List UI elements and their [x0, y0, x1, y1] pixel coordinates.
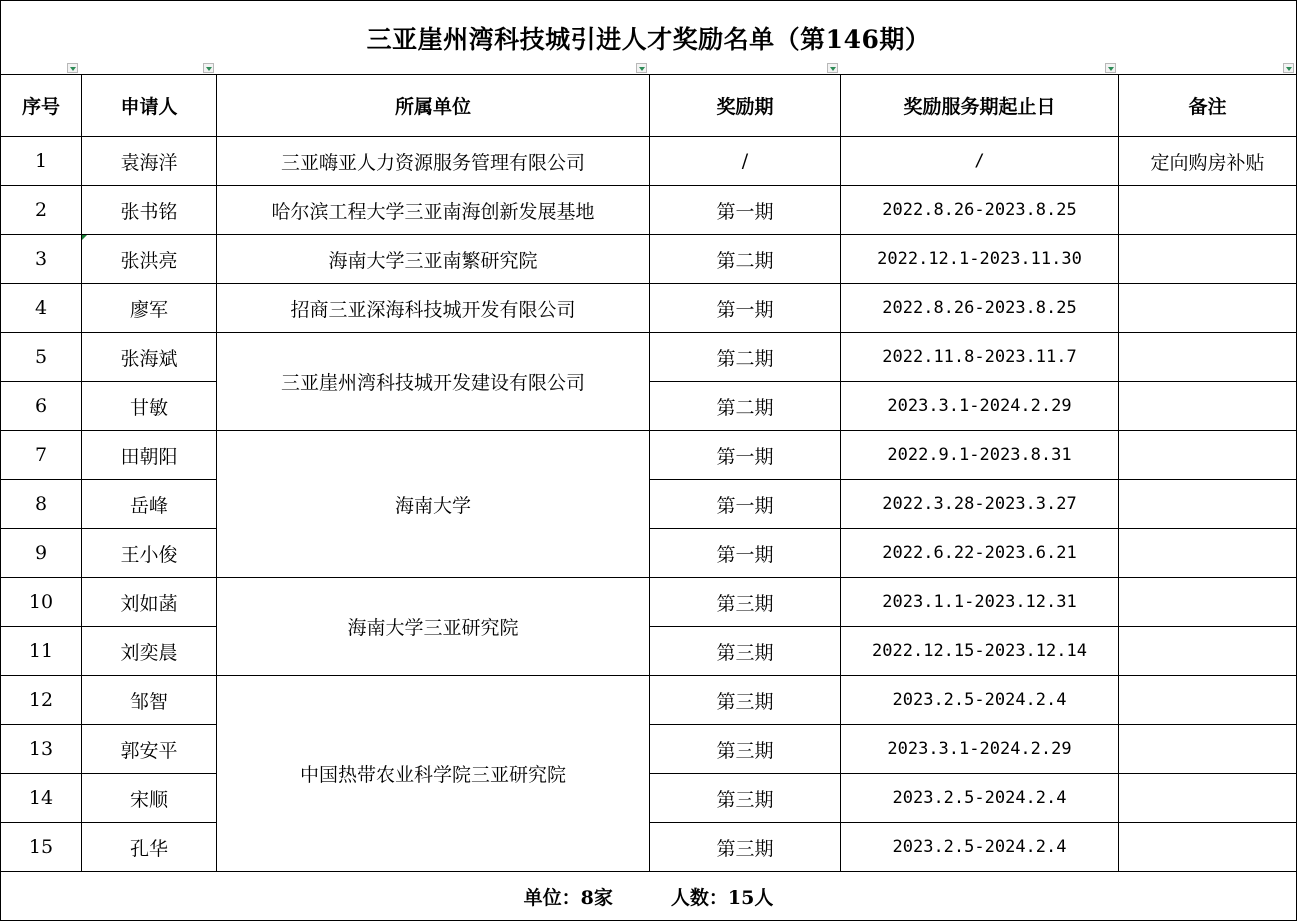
table-row — [1, 431, 1297, 480]
cell-index[interactable]: 7 — [1, 431, 82, 480]
cell-unit[interactable]: 海南大学三亚南繁研究院 — [217, 235, 650, 284]
cell-note[interactable] — [1119, 431, 1297, 480]
cell-unit[interactable]: 中国热带农业科学院三亚研究院 — [217, 676, 650, 872]
header-applicant[interactable]: 申请人 — [82, 75, 217, 137]
cell-dates[interactable]: 2022.12.15-2023.12.14 — [841, 627, 1119, 676]
cell-unit[interactable]: 海南大学 — [217, 431, 650, 578]
table-row — [1, 725, 1297, 774]
cell-period[interactable]: / — [650, 137, 841, 186]
table-row — [1, 284, 1297, 333]
cell-unit[interactable]: 哈尔滨工程大学三亚南海创新发展基地 — [217, 186, 650, 235]
cell-index[interactable]: 14 — [1, 774, 82, 823]
table-row — [1, 627, 1297, 676]
cell-unit[interactable]: 三亚崖州湾科技城开发建设有限公司 — [217, 333, 650, 431]
cell-dates[interactable]: 2022.12.1-2023.11.30 — [841, 235, 1119, 284]
filter-dropdown-icon[interactable] — [636, 63, 647, 73]
header-row — [1, 75, 1297, 137]
cell-unit[interactable]: 海南大学三亚研究院 — [217, 578, 650, 676]
table-row — [1, 578, 1297, 627]
cell-unit[interactable]: 招商三亚深海科技城开发有限公司 — [217, 284, 650, 333]
cell-dates[interactable]: 2022.3.28-2023.3.27 — [841, 480, 1119, 529]
cell-dates[interactable]: 2022.6.22-2023.6.21 — [841, 529, 1119, 578]
cell-name[interactable]: 孔华 — [82, 823, 217, 872]
cell-index[interactable]: 4 — [1, 284, 82, 333]
table-row — [1, 333, 1297, 382]
table-row — [1, 382, 1297, 431]
cell-name-text: 张洪亮 — [120, 249, 178, 272]
footer-row — [1, 872, 1297, 921]
header-note[interactable]: 备注 — [1119, 75, 1297, 137]
cell-dates[interactable]: 2023.2.5-2024.2.4 — [841, 676, 1119, 725]
cell-note[interactable] — [1119, 186, 1297, 235]
cell-dates[interactable]: 2023.2.5-2024.2.4 — [841, 823, 1119, 872]
cell-name[interactable]: 王小俊 — [82, 529, 217, 578]
table-row — [1, 676, 1297, 725]
cell-note[interactable] — [1119, 578, 1297, 627]
units-count: 单位：8家 — [523, 886, 613, 909]
cell-name[interactable]: 邹智 — [82, 676, 217, 725]
table-row — [1, 823, 1297, 872]
cell-index[interactable]: 6 — [1, 382, 82, 431]
filter-dropdown-icon[interactable] — [1283, 63, 1294, 73]
cell-index[interactable]: 15 — [1, 823, 82, 872]
cell-note[interactable] — [1119, 529, 1297, 578]
table-row — [1, 774, 1297, 823]
cell-dates[interactable]: / — [841, 137, 1119, 186]
cell-name[interactable] — [82, 235, 217, 284]
filter-dropdown-icon[interactable] — [203, 63, 214, 73]
filter-dropdown-icon[interactable] — [827, 63, 838, 73]
cell-index[interactable]: 2 — [1, 186, 82, 235]
cell-note[interactable] — [1119, 382, 1297, 431]
cell-period[interactable]: 第二期 — [650, 382, 841, 431]
cell-name[interactable]: 田朝阳 — [82, 431, 217, 480]
cell-note[interactable] — [1119, 235, 1297, 284]
cell-period[interactable]: 第三期 — [650, 578, 841, 627]
cell-name[interactable]: 甘敏 — [82, 382, 217, 431]
table-row — [1, 235, 1297, 284]
cell-name[interactable]: 刘奕晨 — [82, 627, 217, 676]
cell-period[interactable]: 第三期 — [650, 627, 841, 676]
cell-dates[interactable]: 2022.8.26-2023.8.25 — [841, 186, 1119, 235]
cell-note[interactable] — [1119, 823, 1297, 872]
table-row — [1, 529, 1297, 578]
cell-index[interactable]: 11 — [1, 627, 82, 676]
cell-note[interactable] — [1119, 725, 1297, 774]
cell-name[interactable]: 郭安平 — [82, 725, 217, 774]
cell-name[interactable]: 宋顺 — [82, 774, 217, 823]
cell-period[interactable]: 第三期 — [650, 676, 841, 725]
cell-period[interactable]: 第一期 — [650, 480, 841, 529]
cell-index[interactable]: 1 — [1, 137, 82, 186]
header-service-dates[interactable]: 奖励服务期起止日 — [841, 75, 1119, 137]
cell-index[interactable]: 5 — [1, 333, 82, 382]
cell-period[interactable]: 第三期 — [650, 725, 841, 774]
filter-dropdown-icon[interactable] — [1105, 63, 1116, 73]
cell-dates[interactable]: 2022.11.8-2023.11.7 — [841, 333, 1119, 382]
cell-unit[interactable]: 三亚嗨亚人力资源服务管理有限公司 — [217, 137, 650, 186]
cell-name[interactable]: 刘如菡 — [82, 578, 217, 627]
cell-index[interactable]: 13 — [1, 725, 82, 774]
cell-period[interactable]: 第三期 — [650, 774, 841, 823]
comment-marker-icon — [82, 235, 87, 240]
cell-period[interactable]: 第三期 — [650, 823, 841, 872]
cell-dates[interactable]: 2023.3.1-2024.2.29 — [841, 725, 1119, 774]
cell-name[interactable]: 袁海洋 — [82, 137, 217, 186]
cell-name[interactable]: 张海斌 — [82, 333, 217, 382]
table-row — [1, 480, 1297, 529]
cell-note[interactable] — [1119, 333, 1297, 382]
cell-name[interactable]: 张书铭 — [82, 186, 217, 235]
cell-dates[interactable]: 2023.3.1-2024.2.29 — [841, 382, 1119, 431]
cell-period[interactable]: 第二期 — [650, 333, 841, 382]
cell-index[interactable]: 9 — [1, 529, 82, 578]
cell-dates[interactable]: 2023.1.1-2023.12.31 — [841, 578, 1119, 627]
cell-note[interactable] — [1119, 676, 1297, 725]
cell-index[interactable]: 3 — [1, 235, 82, 284]
header-index[interactable]: 序号 — [1, 75, 82, 137]
cell-name[interactable]: 廖军 — [82, 284, 217, 333]
people-count: 人数：15人 — [670, 886, 774, 909]
table-row — [1, 186, 1297, 235]
table-row — [1, 137, 1297, 186]
cell-note[interactable] — [1119, 480, 1297, 529]
cell-index[interactable]: 12 — [1, 676, 82, 725]
cell-note[interactable] — [1119, 627, 1297, 676]
filter-dropdown-icon[interactable] — [67, 63, 78, 73]
cell-index[interactable]: 8 — [1, 480, 82, 529]
cell-note[interactable]: 定向购房补贴 — [1119, 137, 1297, 186]
cell-dates[interactable]: 2022.9.1-2023.8.31 — [841, 431, 1119, 480]
cell-name[interactable]: 岳峰 — [82, 480, 217, 529]
title-text: 三亚崖州湾科技城引进人才奖励名单（第146期） — [366, 24, 931, 54]
header-unit[interactable]: 所属单位 — [217, 75, 650, 137]
cell-note[interactable] — [1119, 774, 1297, 823]
cell-period[interactable]: 第一期 — [650, 431, 841, 480]
table-title — [1, 1, 1297, 75]
header-period[interactable]: 奖励期 — [650, 75, 841, 137]
cell-index[interactable]: 10 — [1, 578, 82, 627]
cell-period[interactable]: 第一期 — [650, 284, 841, 333]
cell-period[interactable]: 第一期 — [650, 186, 841, 235]
summary-cell[interactable] — [1, 872, 1297, 921]
cell-period[interactable]: 第一期 — [650, 529, 841, 578]
cell-note[interactable] — [1119, 284, 1297, 333]
cell-dates[interactable]: 2023.2.5-2024.2.4 — [841, 774, 1119, 823]
cell-dates[interactable]: 2022.8.26-2023.8.25 — [841, 284, 1119, 333]
cell-period[interactable]: 第二期 — [650, 235, 841, 284]
